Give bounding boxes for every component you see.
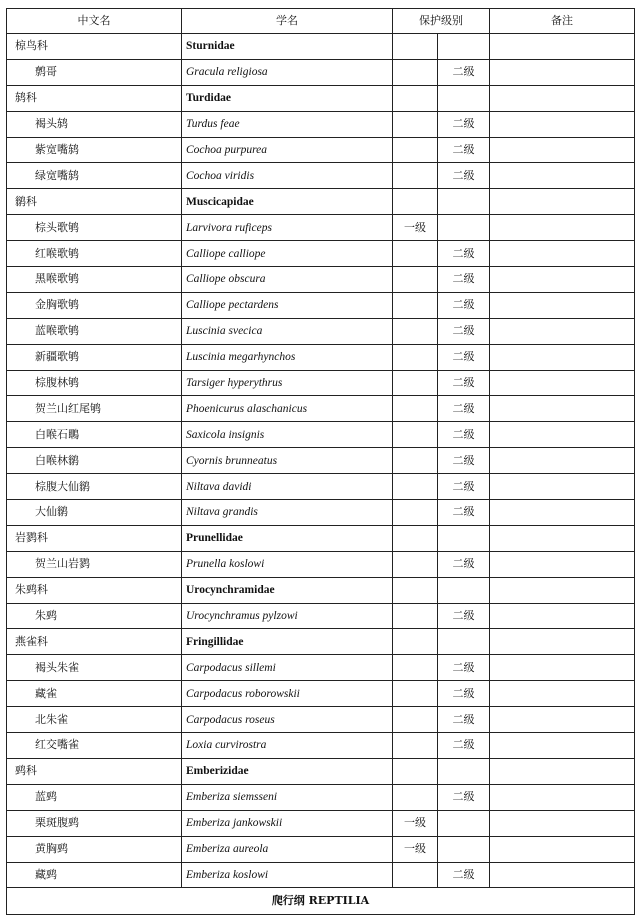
level-two-cell: 二级 — [438, 655, 490, 681]
species-row — [7, 681, 635, 707]
scientific-name-cell: Cochoa viridis — [182, 163, 393, 189]
notes-cell — [490, 370, 635, 396]
family-row — [7, 577, 635, 603]
notes-cell — [490, 836, 635, 862]
level-two-cell — [438, 836, 490, 862]
species-row — [7, 500, 635, 526]
scientific-name-cell: Carpodacus roseus — [182, 707, 393, 733]
level-one-cell — [393, 163, 438, 189]
chinese-name-cell: 黄胸鹀 — [7, 836, 182, 862]
species-row — [7, 707, 635, 733]
scientific-name-cell: Fringillidae — [182, 629, 393, 655]
level-two-cell: 二级 — [438, 292, 490, 318]
chinese-name-cell: 黑喉歌鸲 — [7, 267, 182, 293]
species-row — [7, 810, 635, 836]
level-two-cell: 二级 — [438, 163, 490, 189]
chinese-name-cell: 燕雀科 — [7, 629, 182, 655]
chinese-name-cell: 绿宽嘴鸫 — [7, 163, 182, 189]
chinese-name-cell: 椋鸟科 — [7, 34, 182, 60]
scientific-name-cell: Gracula religiosa — [182, 59, 393, 85]
scientific-name-cell: Muscicapidae — [182, 189, 393, 215]
notes-cell — [490, 267, 635, 293]
level-two-cell: 二级 — [438, 422, 490, 448]
level-two-cell: 二级 — [438, 59, 490, 85]
scientific-name-cell: Calliope obscura — [182, 267, 393, 293]
species-row — [7, 603, 635, 629]
notes-cell — [490, 810, 635, 836]
level-one-cell — [393, 344, 438, 370]
family-row — [7, 525, 635, 551]
notes-cell — [490, 344, 635, 370]
species-row — [7, 111, 635, 137]
scientific-name-cell: Luscinia megarhynchos — [182, 344, 393, 370]
notes-cell — [490, 34, 635, 60]
table-footer — [7, 888, 635, 915]
class-heading: 爬行纲 REPTILIA — [7, 888, 635, 915]
level-two-cell: 二级 — [438, 318, 490, 344]
header-notes: 备注 — [490, 9, 635, 34]
notes-cell — [490, 189, 635, 215]
chinese-name-cell: 金胸歌鸲 — [7, 292, 182, 318]
species-row — [7, 344, 635, 370]
notes-cell — [490, 292, 635, 318]
class-heading-row — [7, 888, 635, 915]
species-row — [7, 137, 635, 163]
scientific-name-cell: Sturnidae — [182, 34, 393, 60]
chinese-name-cell: 大仙鹟 — [7, 500, 182, 526]
notes-cell — [490, 707, 635, 733]
level-one-cell — [393, 34, 438, 60]
scientific-name-cell: Prunella koslowi — [182, 551, 393, 577]
notes-cell — [490, 629, 635, 655]
scientific-name-cell: Luscinia svecica — [182, 318, 393, 344]
species-row — [7, 241, 635, 267]
notes-cell — [490, 474, 635, 500]
level-one-cell — [393, 137, 438, 163]
notes-cell — [490, 318, 635, 344]
notes-cell — [490, 784, 635, 810]
level-two-cell: 二级 — [438, 474, 490, 500]
chinese-name-cell: 褐头朱雀 — [7, 655, 182, 681]
level-two-cell: 二级 — [438, 267, 490, 293]
family-row — [7, 85, 635, 111]
level-two-cell: 二级 — [438, 111, 490, 137]
chinese-name-cell: 朱鹀科 — [7, 577, 182, 603]
level-two-cell: 二级 — [438, 241, 490, 267]
notes-cell — [490, 241, 635, 267]
level-one-cell — [393, 629, 438, 655]
notes-cell — [490, 59, 635, 85]
level-one-cell — [393, 758, 438, 784]
level-one-cell: 一级 — [393, 810, 438, 836]
level-one-cell — [393, 525, 438, 551]
header-scientific-name: 学名 — [182, 9, 393, 34]
chinese-name-cell: 贺兰山岩鹨 — [7, 551, 182, 577]
scientific-name-cell: Niltava davidi — [182, 474, 393, 500]
scientific-name-cell: Emberizidae — [182, 758, 393, 784]
species-row — [7, 396, 635, 422]
species-row — [7, 370, 635, 396]
level-one-cell — [393, 577, 438, 603]
scientific-name-cell: Loxia curvirostra — [182, 733, 393, 759]
species-row — [7, 163, 635, 189]
level-two-cell: 二级 — [438, 551, 490, 577]
chinese-name-cell: 鸫科 — [7, 85, 182, 111]
level-one-cell — [393, 85, 438, 111]
chinese-name-cell: 北朱雀 — [7, 707, 182, 733]
level-two-cell: 二级 — [438, 137, 490, 163]
scientific-name-cell: Carpodacus roborowskii — [182, 681, 393, 707]
level-two-cell: 二级 — [438, 500, 490, 526]
notes-cell — [490, 500, 635, 526]
scientific-name-cell: Emberiza koslowi — [182, 862, 393, 888]
chinese-name-cell: 鹩哥 — [7, 59, 182, 85]
species-row — [7, 474, 635, 500]
level-two-cell — [438, 189, 490, 215]
level-one-cell — [393, 292, 438, 318]
level-two-cell: 二级 — [438, 681, 490, 707]
chinese-name-cell: 紫宽嘴鸫 — [7, 137, 182, 163]
notes-cell — [490, 85, 635, 111]
level-two-cell — [438, 758, 490, 784]
scientific-name-cell: Cyornis brunneatus — [182, 448, 393, 474]
family-row — [7, 189, 635, 215]
level-one-cell — [393, 862, 438, 888]
level-one-cell — [393, 189, 438, 215]
level-two-cell — [438, 629, 490, 655]
level-one-cell — [393, 784, 438, 810]
chinese-name-cell: 鹀科 — [7, 758, 182, 784]
level-two-cell: 二级 — [438, 396, 490, 422]
level-one-cell — [393, 474, 438, 500]
level-one-cell — [393, 241, 438, 267]
scientific-name-cell: Calliope pectardens — [182, 292, 393, 318]
header-chinese-name: 中文名 — [7, 9, 182, 34]
level-one-cell — [393, 422, 438, 448]
level-two-cell: 二级 — [438, 344, 490, 370]
level-one-cell — [393, 318, 438, 344]
notes-cell — [490, 758, 635, 784]
species-row — [7, 733, 635, 759]
level-two-cell — [438, 525, 490, 551]
notes-cell — [490, 655, 635, 681]
scientific-name-cell: Cochoa purpurea — [182, 137, 393, 163]
species-row — [7, 59, 635, 85]
chinese-name-cell: 白喉石䳭 — [7, 422, 182, 448]
scientific-name-cell: Turdidae — [182, 85, 393, 111]
chinese-name-cell: 棕腹大仙鹟 — [7, 474, 182, 500]
notes-cell — [490, 448, 635, 474]
table-body — [7, 34, 635, 888]
chinese-name-cell: 新疆歌鸲 — [7, 344, 182, 370]
notes-cell — [490, 681, 635, 707]
level-two-cell — [438, 85, 490, 111]
species-row — [7, 862, 635, 888]
level-one-cell — [393, 655, 438, 681]
species-row — [7, 318, 635, 344]
chinese-name-cell: 藏鹀 — [7, 862, 182, 888]
notes-cell — [490, 577, 635, 603]
level-two-cell: 二级 — [438, 448, 490, 474]
level-two-cell: 二级 — [438, 707, 490, 733]
notes-cell — [490, 396, 635, 422]
level-one-cell — [393, 111, 438, 137]
level-one-cell: 一级 — [393, 836, 438, 862]
notes-cell — [490, 551, 635, 577]
scientific-name-cell: Calliope calliope — [182, 241, 393, 267]
scientific-name-cell: Carpodacus sillemi — [182, 655, 393, 681]
notes-cell — [490, 603, 635, 629]
chinese-name-cell: 棕头歌鸲 — [7, 215, 182, 241]
species-row — [7, 422, 635, 448]
notes-cell — [490, 111, 635, 137]
header-row — [7, 9, 635, 34]
species-row — [7, 267, 635, 293]
notes-cell — [490, 163, 635, 189]
chinese-name-cell: 棕腹林鸲 — [7, 370, 182, 396]
level-two-cell: 二级 — [438, 862, 490, 888]
family-row — [7, 629, 635, 655]
chinese-name-cell: 鹟科 — [7, 189, 182, 215]
level-one-cell — [393, 500, 438, 526]
level-one-cell — [393, 59, 438, 85]
chinese-name-cell: 藏雀 — [7, 681, 182, 707]
level-two-cell — [438, 577, 490, 603]
scientific-name-cell: Phoenicurus alaschanicus — [182, 396, 393, 422]
level-one-cell — [393, 681, 438, 707]
species-row — [7, 655, 635, 681]
species-row — [7, 448, 635, 474]
notes-cell — [490, 733, 635, 759]
scientific-name-cell: Urocynchramidae — [182, 577, 393, 603]
level-one-cell — [393, 267, 438, 293]
table-header — [7, 9, 635, 34]
scientific-name-cell: Tarsiger hyperythrus — [182, 370, 393, 396]
chinese-name-cell: 朱鹀 — [7, 603, 182, 629]
scientific-name-cell: Larvivora ruficeps — [182, 215, 393, 241]
level-one-cell: 一级 — [393, 215, 438, 241]
notes-cell — [490, 525, 635, 551]
notes-cell — [490, 862, 635, 888]
chinese-name-cell: 贺兰山红尾鸲 — [7, 396, 182, 422]
chinese-name-cell: 栗斑腹鹀 — [7, 810, 182, 836]
scientific-name-cell: Prunellidae — [182, 525, 393, 551]
scientific-name-cell: Emberiza siemsseni — [182, 784, 393, 810]
species-row — [7, 551, 635, 577]
chinese-name-cell: 红喉歌鸲 — [7, 241, 182, 267]
scientific-name-cell: Emberiza jankowskii — [182, 810, 393, 836]
scientific-name-cell: Niltava grandis — [182, 500, 393, 526]
species-row — [7, 215, 635, 241]
notes-cell — [490, 137, 635, 163]
family-row — [7, 758, 635, 784]
scientific-name-cell: Emberiza aureola — [182, 836, 393, 862]
chinese-name-cell: 红交嘴雀 — [7, 733, 182, 759]
family-row — [7, 34, 635, 60]
chinese-name-cell: 蓝鹀 — [7, 784, 182, 810]
notes-cell — [490, 422, 635, 448]
notes-cell — [490, 215, 635, 241]
species-row — [7, 784, 635, 810]
chinese-name-cell: 岩鹨科 — [7, 525, 182, 551]
level-two-cell — [438, 34, 490, 60]
level-two-cell: 二级 — [438, 603, 490, 629]
level-one-cell — [393, 733, 438, 759]
level-one-cell — [393, 396, 438, 422]
level-one-cell — [393, 551, 438, 577]
level-two-cell: 二级 — [438, 370, 490, 396]
level-two-cell — [438, 810, 490, 836]
chinese-name-cell: 褐头鸫 — [7, 111, 182, 137]
scientific-name-cell: Turdus feae — [182, 111, 393, 137]
species-row — [7, 292, 635, 318]
header-protection-level: 保护级别 — [393, 9, 490, 34]
level-two-cell: 二级 — [438, 784, 490, 810]
chinese-name-cell: 白喉林鹟 — [7, 448, 182, 474]
species-protection-table — [6, 8, 635, 915]
scientific-name-cell: Urocynchramus pylzowi — [182, 603, 393, 629]
level-two-cell — [438, 215, 490, 241]
level-one-cell — [393, 603, 438, 629]
chinese-name-cell: 蓝喉歌鸲 — [7, 318, 182, 344]
level-two-cell: 二级 — [438, 733, 490, 759]
level-one-cell — [393, 707, 438, 733]
level-one-cell — [393, 370, 438, 396]
scientific-name-cell: Saxicola insignis — [182, 422, 393, 448]
species-row — [7, 836, 635, 862]
level-one-cell — [393, 448, 438, 474]
